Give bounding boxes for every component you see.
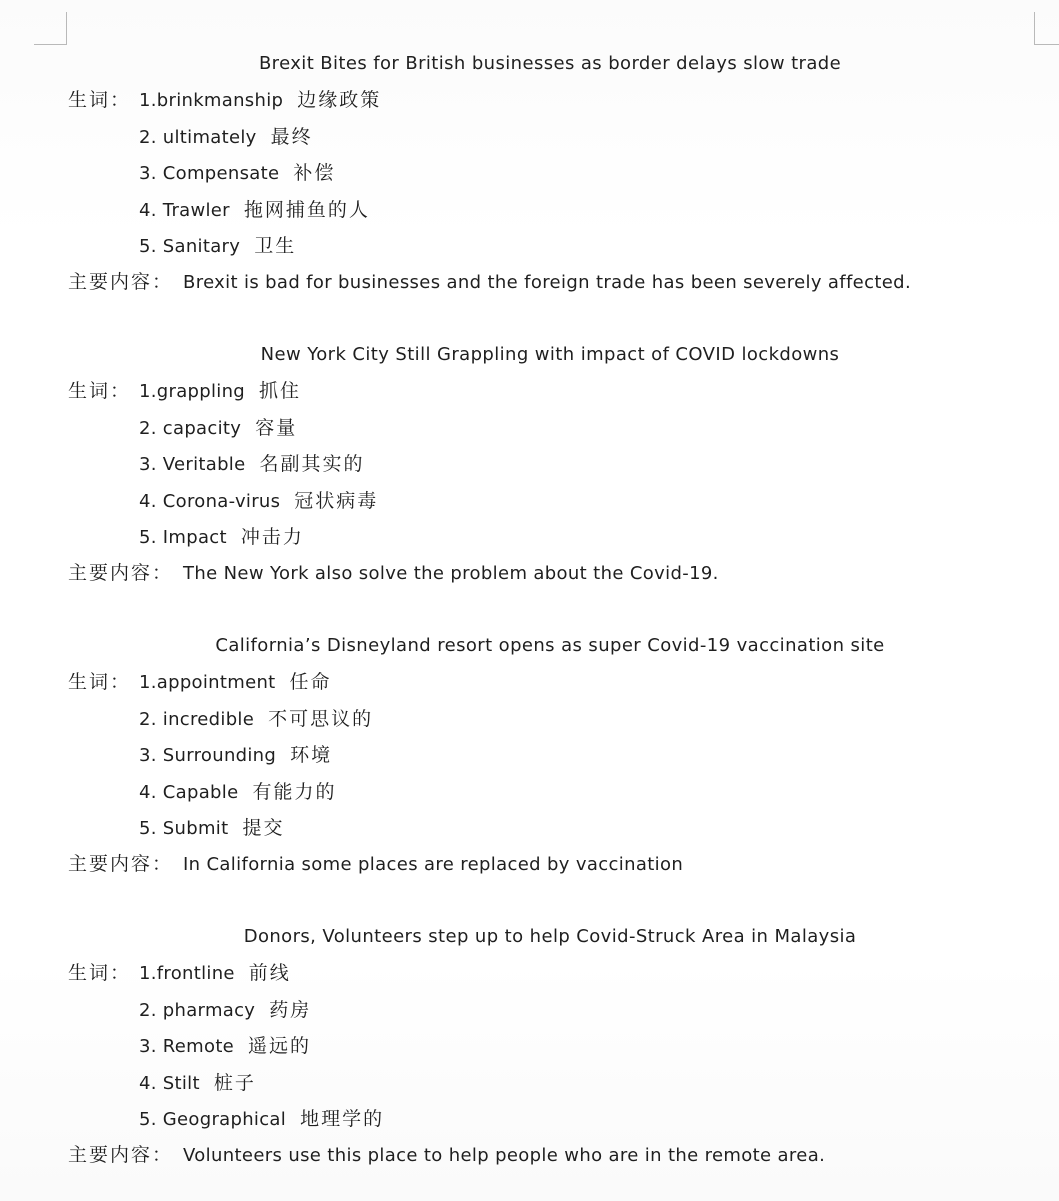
- vocabulary-label: 生词：: [68, 671, 132, 693]
- vocabulary-item: [139, 741, 332, 769]
- vocabulary-english: 1.brinkmanship: [139, 90, 284, 111]
- summary-label: 主要内容：: [68, 562, 174, 584]
- vocabulary-label: 生词：: [68, 380, 132, 402]
- vocabulary-english: 4. Capable: [139, 782, 239, 803]
- vocabulary-chinese: 前线: [248, 962, 291, 984]
- summary-text: Brexit is bad for businesses and the foreign trade has been severely affected.: [183, 272, 912, 293]
- vocabulary-item: [139, 414, 297, 442]
- vocabulary-item: [139, 86, 381, 114]
- vocabulary-chinese: 不可思议的: [268, 708, 374, 730]
- vocabulary-english: 4. Trawler: [139, 200, 230, 221]
- vocabulary-chinese: 冠状病毒: [294, 490, 379, 512]
- vocabulary-item: [139, 523, 304, 551]
- vocabulary-chinese: 地理学的: [300, 1108, 385, 1130]
- vocabulary-label: 生词：: [68, 89, 132, 111]
- summary-label: 主要内容：: [68, 1144, 174, 1166]
- vocabulary-english: 1.frontline: [139, 963, 235, 984]
- vocabulary-english: 2. capacity: [139, 418, 242, 439]
- vocabulary-english: 3. Surrounding: [139, 745, 277, 766]
- vocabulary-chinese: 名副其实的: [259, 453, 365, 475]
- vocabulary-english: 5. Sanitary: [139, 236, 241, 257]
- vocabulary-english: 5. Geographical: [139, 1109, 287, 1130]
- summary-line: [68, 268, 911, 296]
- vocabulary-chinese: 提交: [242, 817, 285, 839]
- vocabulary-item: [139, 959, 291, 987]
- vocabulary-chinese: 环境: [290, 744, 333, 766]
- article-title: Brexit Bites for British businesses as border delays slow trade: [258, 53, 842, 74]
- vocabulary-chinese: 卫生: [254, 235, 297, 257]
- summary-line: [68, 559, 719, 587]
- vocabulary-english: 3. Veritable: [139, 454, 246, 475]
- vocabulary-chinese: 容量: [255, 417, 298, 439]
- vocabulary-chinese: 最终: [270, 126, 313, 148]
- top-right-margin-mark: [1034, 12, 1059, 45]
- article-title: New York City Still Grappling with impact of COVID lockdowns: [260, 344, 840, 365]
- vocabulary-chinese: 遥远的: [248, 1035, 312, 1057]
- vocabulary-item: [139, 487, 378, 515]
- vocabulary-item: [139, 377, 301, 405]
- vocabulary-chinese: 任命: [289, 671, 332, 693]
- top-left-margin-mark: [34, 12, 67, 45]
- vocabulary-item: [139, 1069, 256, 1097]
- vocabulary-chinese: 补偿: [293, 162, 336, 184]
- vocabulary-chinese: 边缘政策: [297, 89, 382, 111]
- vocabulary-english: 2. pharmacy: [139, 1000, 256, 1021]
- vocabulary-item: [139, 814, 284, 842]
- vocabulary-item: [139, 196, 370, 224]
- vocabulary-english: 3. Remote: [139, 1036, 235, 1057]
- summary-text: In California some places are replaced by vaccination: [183, 854, 684, 875]
- vocabulary-item: [139, 159, 335, 187]
- vocabulary-label: 生词：: [68, 962, 132, 984]
- summary-text: Volunteers use this place to help people who are in the remote area.: [183, 1145, 826, 1166]
- vocabulary-english: 4. Stilt: [139, 1073, 200, 1094]
- vocabulary-item: [139, 996, 311, 1024]
- vocabulary-english: 2. ultimately: [139, 127, 257, 148]
- vocabulary-item: [139, 1105, 384, 1133]
- vocabulary-chinese: 抓住: [259, 380, 302, 402]
- summary-label: 主要内容：: [68, 853, 174, 875]
- vocabulary-item: [139, 705, 373, 733]
- vocabulary-item: [139, 123, 313, 151]
- vocabulary-english: 1.appointment: [139, 672, 276, 693]
- article-title: California’s Disneyland resort opens as super Covid-19 vaccination site: [215, 635, 885, 656]
- vocabulary-english: 2. incredible: [139, 709, 255, 730]
- vocabulary-english: 5. Submit: [139, 818, 229, 839]
- vocabulary-item: [139, 778, 336, 806]
- vocabulary-chinese: 拖网捕鱼的人: [243, 199, 370, 221]
- vocabulary-english: 5. Impact: [139, 527, 227, 548]
- vocabulary-item: [139, 1032, 311, 1060]
- vocabulary-chinese: 药房: [269, 999, 312, 1021]
- summary-text: The New York also solve the problem about the Covid-19.: [183, 563, 719, 584]
- summary-line: [68, 1141, 825, 1169]
- vocabulary-item: [139, 450, 365, 478]
- summary-label: 主要内容：: [68, 271, 174, 293]
- vocabulary-chinese: 有能力的: [252, 781, 337, 803]
- vocabulary-english: 1.grappling: [139, 381, 246, 402]
- vocabulary-item: [139, 232, 296, 260]
- vocabulary-chinese: 冲击力: [240, 526, 304, 548]
- vocabulary-item: [139, 668, 332, 696]
- vocabulary-english: 4. Corona-virus: [139, 491, 281, 512]
- summary-line: [68, 850, 683, 878]
- vocabulary-english: 3. Compensate: [139, 163, 280, 184]
- vocabulary-chinese: 桩子: [213, 1072, 256, 1094]
- article-title: Donors, Volunteers step up to help Covid-Struck Area in Malaysia: [243, 926, 857, 947]
